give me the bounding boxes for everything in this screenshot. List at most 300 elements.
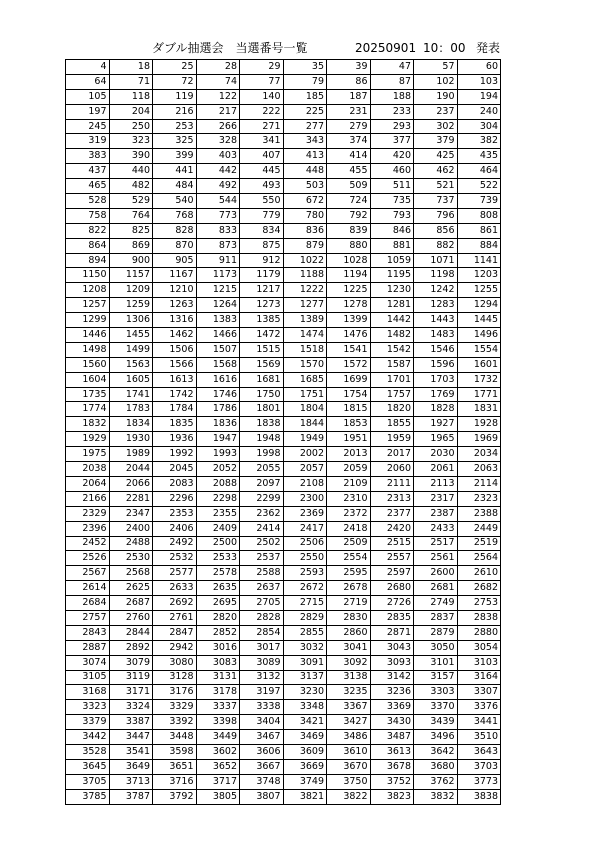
page-header — [0, 38, 595, 58]
winning-number-cell: 793 — [370, 208, 414, 223]
winning-number-cell: 2761 — [153, 610, 197, 625]
winning-number-cell: 35 — [283, 60, 327, 75]
winning-number-cell: 1446 — [66, 328, 110, 343]
winning-number-cell: 319 — [66, 134, 110, 149]
announcement-label: 発表 — [476, 41, 501, 55]
winning-number-cell: 1853 — [327, 417, 371, 432]
winning-number-cell: 3822 — [327, 789, 371, 804]
winning-number-cell: 403 — [196, 149, 240, 164]
winning-number-cell: 225 — [283, 104, 327, 119]
winning-number-cell: 2600 — [414, 566, 458, 581]
winning-number-cell: 861 — [457, 223, 501, 238]
winning-number-cell: 2296 — [153, 491, 197, 506]
winning-number-cell: 3337 — [196, 700, 240, 715]
winning-number-cell: 1264 — [196, 298, 240, 313]
winning-number-cell: 3421 — [283, 715, 327, 730]
winning-number-cell: 529 — [109, 194, 153, 209]
winning-number-cell: 86 — [327, 74, 371, 89]
winning-number-cell: 912 — [240, 253, 284, 268]
winning-number-cell: 377 — [370, 134, 414, 149]
winning-number-cell: 503 — [283, 179, 327, 194]
winning-number-cell: 3449 — [196, 730, 240, 745]
winning-number-cell: 383 — [66, 149, 110, 164]
winning-number-cell: 1774 — [66, 402, 110, 417]
winning-number-cell: 1836 — [196, 417, 240, 432]
winning-number-cell: 2310 — [327, 491, 371, 506]
winning-number-cell: 864 — [66, 238, 110, 253]
winning-number-cell: 1838 — [240, 417, 284, 432]
winning-number-cell: 2672 — [283, 581, 327, 596]
winning-number-cell: 64 — [66, 74, 110, 89]
announcement-date: 20250901 — [355, 41, 417, 55]
winning-number-cell: 3323 — [66, 700, 110, 715]
winning-number-cell: 724 — [327, 194, 371, 209]
winning-number-cell: 2837 — [414, 610, 458, 625]
winning-number-cell: 266 — [196, 119, 240, 134]
winning-number-cell: 773 — [196, 208, 240, 223]
winning-number-cell: 2879 — [414, 625, 458, 640]
winning-number-cell: 1605 — [109, 372, 153, 387]
winning-number-cell: 3236 — [370, 685, 414, 700]
winning-number-cell: 3821 — [283, 789, 327, 804]
winning-number-cell: 140 — [240, 89, 284, 104]
table-row — [66, 476, 501, 491]
winning-number-cell: 1541 — [327, 342, 371, 357]
winning-number-cell: 3142 — [370, 670, 414, 685]
winning-number-cell: 1203 — [457, 268, 501, 283]
winning-number-cell: 2835 — [370, 610, 414, 625]
winning-number-cell: 2532 — [153, 551, 197, 566]
winning-number-cell: 1383 — [196, 313, 240, 328]
winning-number-cell: 1299 — [66, 313, 110, 328]
winning-number-cell: 3131 — [196, 670, 240, 685]
winning-number-cell: 414 — [327, 149, 371, 164]
winning-number-cell: 833 — [196, 223, 240, 238]
winning-number-cell: 87 — [370, 74, 414, 89]
winning-number-cell: 2942 — [153, 640, 197, 655]
winning-number-cell: 492 — [196, 179, 240, 194]
winning-number-cell: 511 — [370, 179, 414, 194]
winning-number-cell: 2577 — [153, 566, 197, 581]
winning-number-cell: 758 — [66, 208, 110, 223]
winning-number-cell: 839 — [327, 223, 371, 238]
table-row — [66, 759, 501, 774]
table-row — [66, 357, 501, 372]
winning-number-cell: 197 — [66, 104, 110, 119]
winning-number-cell: 3486 — [327, 730, 371, 745]
page-title: ダブル抽選会 当選番号一覧 — [152, 41, 308, 55]
winning-number-cell: 204 — [109, 104, 153, 119]
winning-number-cell: 25 — [153, 60, 197, 75]
winning-number-cell: 240 — [457, 104, 501, 119]
table-row — [66, 610, 501, 625]
winning-number-cell: 2610 — [457, 566, 501, 581]
winning-number-cell: 1208 — [66, 283, 110, 298]
winning-number-cell: 77 — [240, 74, 284, 89]
winning-number-cell: 3713 — [109, 774, 153, 789]
winning-number-cell: 343 — [283, 134, 327, 149]
winning-number-cell: 3705 — [66, 774, 110, 789]
winning-number-cell: 445 — [240, 164, 284, 179]
winning-number-cell: 237 — [414, 104, 458, 119]
winning-number-cell: 1385 — [240, 313, 284, 328]
winning-number-cell: 792 — [327, 208, 371, 223]
table-row — [66, 774, 501, 789]
winning-number-cell: 1242 — [414, 283, 458, 298]
winning-number-cell: 1604 — [66, 372, 110, 387]
winning-number-cell: 425 — [414, 149, 458, 164]
table-row — [66, 685, 501, 700]
table-row — [66, 328, 501, 343]
winning-number-cell: 3016 — [196, 640, 240, 655]
winning-number-cell: 1701 — [370, 372, 414, 387]
winning-number-cell: 323 — [109, 134, 153, 149]
winning-number-cell: 3392 — [153, 715, 197, 730]
winning-number-cell: 1222 — [283, 283, 327, 298]
winning-number-cell: 3376 — [457, 700, 501, 715]
winning-number-cell: 379 — [414, 134, 458, 149]
winning-number-cell: 3680 — [414, 759, 458, 774]
table-row — [66, 313, 501, 328]
winning-number-cell: 3324 — [109, 700, 153, 715]
winning-number-cell: 768 — [153, 208, 197, 223]
winning-number-cell: 2625 — [109, 581, 153, 596]
winning-number-cell: 2828 — [240, 610, 284, 625]
winning-number-cell: 2418 — [327, 521, 371, 536]
winning-number-cell: 822 — [66, 223, 110, 238]
winning-number-cell: 3447 — [109, 730, 153, 745]
winning-number-cell: 2550 — [283, 551, 327, 566]
winning-number-cell: 79 — [283, 74, 327, 89]
winning-number-cell: 808 — [457, 208, 501, 223]
winning-number-cell: 2554 — [327, 551, 371, 566]
winning-number-cell: 1209 — [109, 283, 153, 298]
winning-number-cell: 302 — [414, 119, 458, 134]
winning-number-cell: 29 — [240, 60, 284, 75]
winning-number-cell: 1443 — [414, 313, 458, 328]
winning-number-cell: 796 — [414, 208, 458, 223]
winning-number-cell: 1568 — [196, 357, 240, 372]
winning-number-cell: 1496 — [457, 328, 501, 343]
winning-number-cell: 1141 — [457, 253, 501, 268]
winning-number-cell: 2561 — [414, 551, 458, 566]
winning-number-cell: 3303 — [414, 685, 458, 700]
winning-number-cell: 1732 — [457, 372, 501, 387]
table-row — [66, 253, 501, 268]
winning-number-cell: 1703 — [414, 372, 458, 387]
winning-number-cell: 250 — [109, 119, 153, 134]
winning-number-cell: 119 — [153, 89, 197, 104]
winning-number-cell: 2705 — [240, 596, 284, 611]
winning-number-cell: 2682 — [457, 581, 501, 596]
winning-number-cell: 870 — [153, 238, 197, 253]
winning-number-cell: 231 — [327, 104, 371, 119]
winning-number-cell: 3168 — [66, 685, 110, 700]
winning-number-cell: 1263 — [153, 298, 197, 313]
winning-number-cell: 884 — [457, 238, 501, 253]
winning-number-cell: 900 — [109, 253, 153, 268]
winning-number-cell: 2300 — [283, 491, 327, 506]
winning-number-cell: 3197 — [240, 685, 284, 700]
winning-number-cell: 1255 — [457, 283, 501, 298]
winning-number-cell: 905 — [153, 253, 197, 268]
winning-number-cell: 2166 — [66, 491, 110, 506]
winning-number-cell: 57 — [414, 60, 458, 75]
winning-number-cell: 2517 — [414, 536, 458, 551]
winning-number-cell: 3101 — [414, 655, 458, 670]
winning-number-cell: 2719 — [327, 596, 371, 611]
winning-number-cell: 3602 — [196, 744, 240, 759]
winning-number-cell: 1989 — [109, 447, 153, 462]
winning-number-cell: 2409 — [196, 521, 240, 536]
winning-number-cell: 3348 — [283, 700, 327, 715]
table-row — [66, 536, 501, 551]
winning-number-cell: 2057 — [283, 462, 327, 477]
winning-number-cell: 1188 — [283, 268, 327, 283]
winning-number-cell: 873 — [196, 238, 240, 253]
table-row — [66, 521, 501, 536]
winning-number-cell: 374 — [327, 134, 371, 149]
winning-number-cell: 1855 — [370, 417, 414, 432]
table-row — [66, 372, 501, 387]
winning-number-cell: 2372 — [327, 506, 371, 521]
table-row — [66, 298, 501, 313]
winning-number-cell: 233 — [370, 104, 414, 119]
winning-number-cell: 399 — [153, 149, 197, 164]
winning-number-cell: 2061 — [414, 462, 458, 477]
winning-number-cell: 3370 — [414, 700, 458, 715]
winning-number-cell: 1969 — [457, 432, 501, 447]
winning-number-cell: 2114 — [457, 476, 501, 491]
winning-number-cell: 1613 — [153, 372, 197, 387]
winning-number-cell: 2860 — [327, 625, 371, 640]
winning-number-cell: 880 — [327, 238, 371, 253]
winning-number-cell: 2687 — [109, 596, 153, 611]
winning-number-cell: 1569 — [240, 357, 284, 372]
winning-number-cell: 1742 — [153, 387, 197, 402]
table-row — [66, 730, 501, 745]
winning-number-cell: 341 — [240, 134, 284, 149]
winning-number-cell: 2854 — [240, 625, 284, 640]
winning-number-cell: 1929 — [66, 432, 110, 447]
winning-number-cell: 1936 — [153, 432, 197, 447]
winning-number-cell: 1515 — [240, 342, 284, 357]
winning-number-cell: 1157 — [109, 268, 153, 283]
winning-number-cell: 3442 — [66, 730, 110, 745]
winning-number-cell: 1566 — [153, 357, 197, 372]
winning-number-cell: 3178 — [196, 685, 240, 700]
winning-number-cell: 420 — [370, 149, 414, 164]
winning-number-cell: 2298 — [196, 491, 240, 506]
winning-number-cell: 1563 — [109, 357, 153, 372]
winning-number-cell: 1616 — [196, 372, 240, 387]
winning-number-cell: 836 — [283, 223, 327, 238]
winning-number-cell: 2537 — [240, 551, 284, 566]
winning-number-cell: 3128 — [153, 670, 197, 685]
winning-number-cell: 1746 — [196, 387, 240, 402]
winning-number-cell: 3119 — [109, 670, 153, 685]
winning-number-cell: 47 — [370, 60, 414, 75]
winning-number-cell: 2568 — [109, 566, 153, 581]
winning-number-cell: 3528 — [66, 744, 110, 759]
winning-number-cell: 1466 — [196, 328, 240, 343]
winning-number-cell: 2406 — [153, 521, 197, 536]
winning-number-cell: 2533 — [196, 551, 240, 566]
winning-number-cell: 2387 — [414, 506, 458, 521]
winning-number-cell: 462 — [414, 164, 458, 179]
winning-number-cell: 71 — [109, 74, 153, 89]
winning-number-cell: 2506 — [283, 536, 327, 551]
winning-number-cell: 1754 — [327, 387, 371, 402]
winning-number-cell: 2567 — [66, 566, 110, 581]
winning-number-cell: 448 — [283, 164, 327, 179]
winning-number-cell: 2892 — [109, 640, 153, 655]
winning-number-cell: 3404 — [240, 715, 284, 730]
winning-number-cell: 3157 — [414, 670, 458, 685]
winning-number-cell: 1951 — [327, 432, 371, 447]
winning-number-cell: 3787 — [109, 789, 153, 804]
winning-number-cell: 304 — [457, 119, 501, 134]
winning-number-cell: 2838 — [457, 610, 501, 625]
winning-number-cell: 2329 — [66, 506, 110, 521]
winning-number-cell: 2593 — [283, 566, 327, 581]
winning-number-cell: 2388 — [457, 506, 501, 521]
winning-number-cell: 2034 — [457, 447, 501, 462]
winning-number-cell: 74 — [196, 74, 240, 89]
winning-number-cell: 194 — [457, 89, 501, 104]
winning-number-cell: 407 — [240, 149, 284, 164]
winning-number-cell: 1784 — [153, 402, 197, 417]
winning-number-cell: 1028 — [327, 253, 371, 268]
winning-number-cell: 1179 — [240, 268, 284, 283]
winning-number-cell: 2530 — [109, 551, 153, 566]
winning-number-cell: 2414 — [240, 521, 284, 536]
winning-number-cell: 3750 — [327, 774, 371, 789]
winning-number-cell: 1277 — [283, 298, 327, 313]
winning-number-cell: 3642 — [414, 744, 458, 759]
winning-number-cell: 1834 — [109, 417, 153, 432]
winning-number-cell: 3387 — [109, 715, 153, 730]
winning-number-cell: 3017 — [240, 640, 284, 655]
table-row — [66, 566, 501, 581]
winning-number-cell: 2417 — [283, 521, 327, 536]
winning-number-cell: 828 — [153, 223, 197, 238]
table-row — [66, 164, 501, 179]
winning-number-cell: 1194 — [327, 268, 371, 283]
winning-number-cell: 2678 — [327, 581, 371, 596]
winning-number-cell: 1257 — [66, 298, 110, 313]
winning-number-cell: 1750 — [240, 387, 284, 402]
winning-number-cell: 1930 — [109, 432, 153, 447]
winning-number-cell: 2633 — [153, 581, 197, 596]
winning-number-cell: 3367 — [327, 700, 371, 715]
winning-number-cell: 102 — [414, 74, 458, 89]
winning-number-cell: 779 — [240, 208, 284, 223]
winning-number-cell: 3716 — [153, 774, 197, 789]
table-row — [66, 194, 501, 209]
winning-number-cell: 1259 — [109, 298, 153, 313]
winning-number-cell: 2830 — [327, 610, 371, 625]
winning-number-cell: 2519 — [457, 536, 501, 551]
winning-number-cell: 1965 — [414, 432, 458, 447]
winning-number-cell: 2452 — [66, 536, 110, 551]
winning-number-cell: 2052 — [196, 462, 240, 477]
winning-number-cell: 2637 — [240, 581, 284, 596]
winning-number-cell: 2369 — [283, 506, 327, 521]
winning-number-cell: 2760 — [109, 610, 153, 625]
winning-number-cell: 3649 — [109, 759, 153, 774]
winning-number-cell: 122 — [196, 89, 240, 104]
winning-number-cell: 413 — [283, 149, 327, 164]
winning-number-cell: 464 — [457, 164, 501, 179]
winning-number-cell: 2515 — [370, 536, 414, 551]
winning-number-cell: 216 — [153, 104, 197, 119]
table-row — [66, 134, 501, 149]
winning-number-cell: 3667 — [240, 759, 284, 774]
winning-number-cell: 2588 — [240, 566, 284, 581]
winning-number-cell: 2692 — [153, 596, 197, 611]
winning-number-cell: 2488 — [109, 536, 153, 551]
winning-number-cell: 1506 — [153, 342, 197, 357]
winning-number-cell: 3487 — [370, 730, 414, 745]
winning-number-cell: 825 — [109, 223, 153, 238]
winning-number-cell: 3089 — [240, 655, 284, 670]
winning-number-cell: 3441 — [457, 715, 501, 730]
winning-number-cell: 869 — [109, 238, 153, 253]
winning-number-cell: 382 — [457, 134, 501, 149]
table-row — [66, 744, 501, 759]
winning-number-cell: 1389 — [283, 313, 327, 328]
winning-number-cell: 509 — [327, 179, 371, 194]
winning-number-cell: 1198 — [414, 268, 458, 283]
winning-number-cell: 3307 — [457, 685, 501, 700]
winning-number-cell: 2855 — [283, 625, 327, 640]
winning-number-cell: 1927 — [414, 417, 458, 432]
winning-number-cell: 3652 — [196, 759, 240, 774]
winning-number-cell: 217 — [196, 104, 240, 119]
winning-number-cell: 3598 — [153, 744, 197, 759]
winning-number-cell: 105 — [66, 89, 110, 104]
winning-number-cell: 528 — [66, 194, 110, 209]
winning-number-cell: 882 — [414, 238, 458, 253]
winning-number-cell: 2680 — [370, 581, 414, 596]
winning-number-cell: 1210 — [153, 283, 197, 298]
winning-number-cell: 1498 — [66, 342, 110, 357]
winning-number-cell: 1948 — [240, 432, 284, 447]
winning-number-cell: 3074 — [66, 655, 110, 670]
winning-number-cell: 222 — [240, 104, 284, 119]
winning-number-cell: 2044 — [109, 462, 153, 477]
winning-number-cell: 1399 — [327, 313, 371, 328]
winning-number-cell: 1741 — [109, 387, 153, 402]
winning-number-cell: 1283 — [414, 298, 458, 313]
winning-number-cell: 1685 — [283, 372, 327, 387]
winning-number-cell: 1560 — [66, 357, 110, 372]
table-row — [66, 208, 501, 223]
winning-number-cell: 60 — [457, 60, 501, 75]
table-row — [66, 491, 501, 506]
winning-number-cell: 1518 — [283, 342, 327, 357]
winning-number-cell: 780 — [283, 208, 327, 223]
winning-number-cell: 2109 — [327, 476, 371, 491]
winning-number-cell: 2820 — [196, 610, 240, 625]
winning-number-cell: 2299 — [240, 491, 284, 506]
winning-number-cell: 2449 — [457, 521, 501, 536]
winning-number-cell: 735 — [370, 194, 414, 209]
winning-number-cell: 3043 — [370, 640, 414, 655]
winning-number-cell: 3093 — [370, 655, 414, 670]
winning-number-cell: 3041 — [327, 640, 371, 655]
